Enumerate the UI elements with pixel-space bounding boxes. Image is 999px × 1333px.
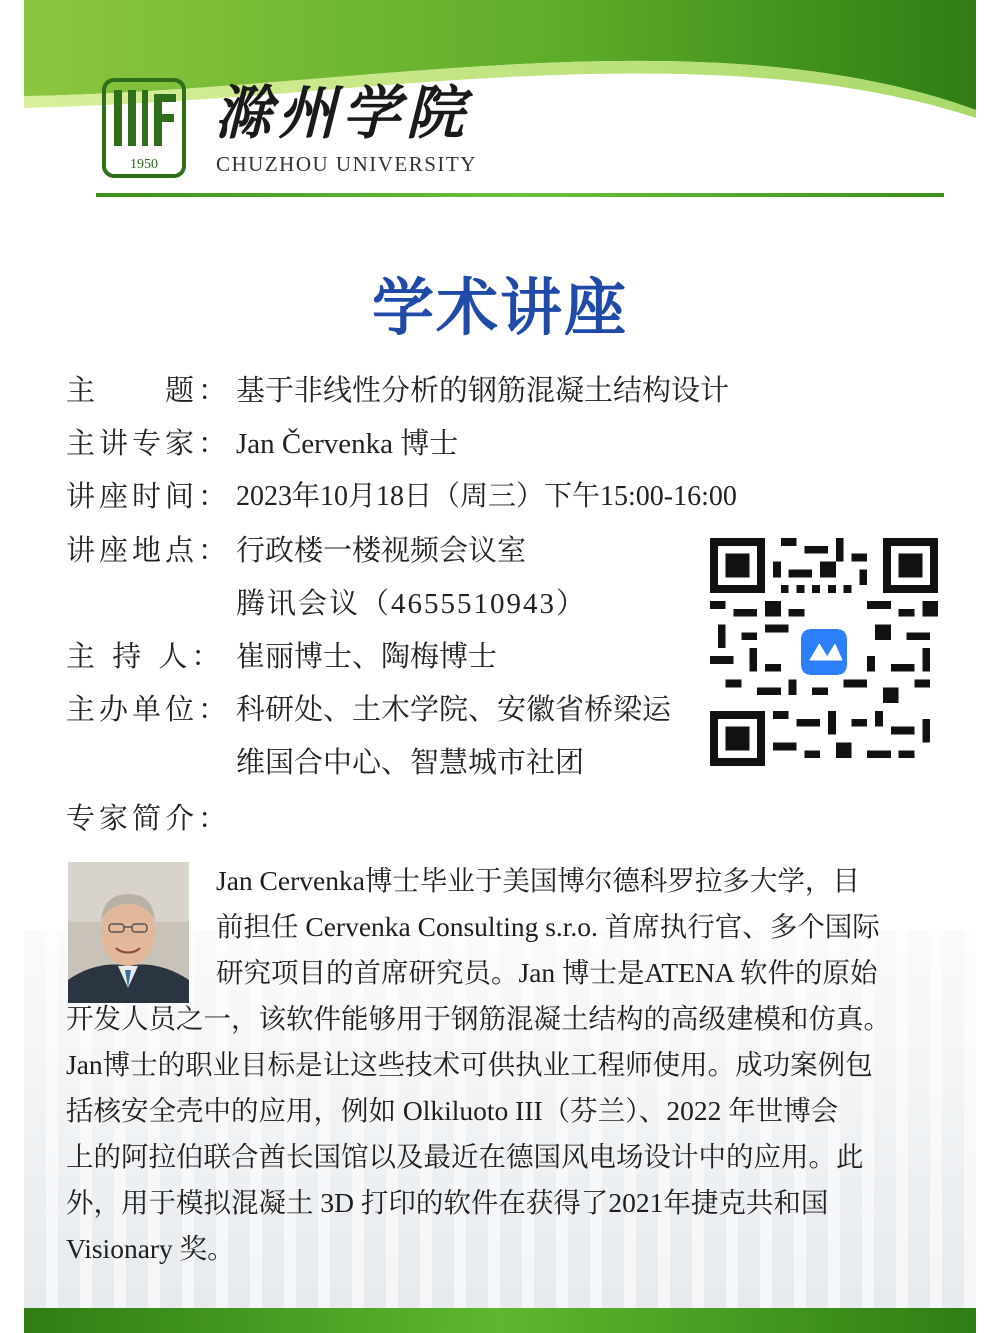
info-label: 讲座地点： [66, 533, 232, 567]
bio-line: 研究项目的首席研究员。Jan 博士是ATENA 软件的原始 [216, 957, 878, 988]
info-value-2: 腾讯会议（4655510943） [236, 588, 588, 620]
page-margin-left [0, 0, 24, 1333]
bio-line: 括核安全壳中的应用，例如 Olkiluoto III（芬兰）、2022 年世博会 [66, 1095, 839, 1126]
info-label: 主讲专家： [66, 426, 232, 460]
bio-line: Jan Cervenka博士毕业于美国博尔德科罗拉多大学，目 [216, 865, 860, 896]
bio-line: 开发人员之一，该软件能够用于钢筋混凝土结构的高级建模和仿真。 [66, 1003, 891, 1034]
info-value: 科研处、土木学院、安徽省桥梁运 [236, 692, 672, 726]
tencent-meeting-icon [801, 629, 847, 675]
page-margin-right [975, 0, 999, 1333]
bio-paragraph [66, 858, 946, 1272]
info-value: 崔丽博士、陶梅博士 [236, 639, 498, 673]
header-divider [96, 193, 944, 197]
bio-line: 前担任 Cervenka Consulting s.r.o. 首席执行官、多个国际 [216, 911, 880, 942]
university-name-cn: 滁州学院 [214, 79, 471, 147]
info-value: 行政楼一楼视频会议室 [236, 533, 527, 567]
bio-heading: 专家简介： [66, 801, 232, 835]
logo-year: 1950 [130, 157, 158, 172]
meeting-qr-code[interactable] [710, 538, 938, 766]
info-label: 主办单位： [66, 692, 232, 726]
footer-band [24, 1308, 976, 1333]
info-value: Jan Červenka 博士 [236, 428, 459, 460]
bio-line: 外，用于模拟混凝土 3D 打印的软件在获得了2021年捷克共和国 [66, 1187, 829, 1218]
poster-title: 学术讲座 [371, 271, 628, 344]
university-seal-icon [102, 78, 186, 178]
bio-line: 上的阿拉伯联合酋长国馆以及最近在德国风电场设计中的应用。此 [66, 1141, 864, 1172]
info-label: 讲座时间： [66, 479, 232, 513]
bio-line: Visionary 奖。 [66, 1233, 235, 1264]
info-value-2: 维国合中心、智慧城市社团 [236, 745, 585, 779]
info-label: 主 持 人： [66, 639, 225, 673]
university-name-en: CHUZHOU UNIVERSITY [216, 152, 477, 176]
bio-line: Jan博士的职业目标是让这些技术可供执业工程师使用。成功案例包 [66, 1049, 873, 1080]
info-label: 主 题： [66, 373, 232, 407]
info-value: 2023年10月18日（周三）下午15:00-16:00 [236, 481, 737, 512]
info-value: 基于非线性分析的钢筋混凝土结构设计 [236, 373, 730, 407]
lecture-poster [24, 0, 976, 1333]
